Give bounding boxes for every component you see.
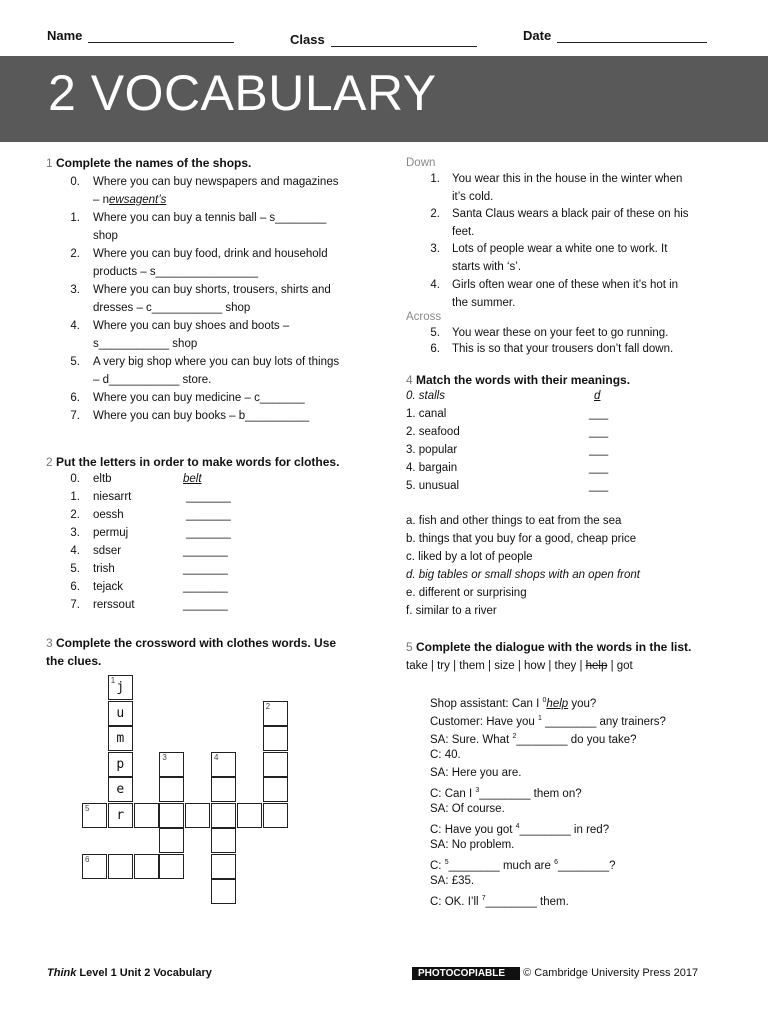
- gap-number: 1: [538, 715, 542, 722]
- scrambled-word: eltb: [93, 473, 112, 485]
- crossword-cell[interactable]: [237, 803, 262, 828]
- clue-number: 5.: [430, 327, 440, 339]
- item-number: 7.: [70, 599, 80, 611]
- dialogue-text: ________ them on?: [479, 787, 582, 800]
- clue-text: starts with ‘s’.: [452, 261, 522, 274]
- crossword-cell[interactable]: [211, 854, 236, 879]
- exercise-heading: [46, 455, 386, 469]
- crossword-cell[interactable]: [108, 726, 133, 751]
- cell-letter: p: [116, 756, 125, 772]
- crossword-cell[interactable]: [82, 854, 107, 879]
- exercise-heading: [406, 373, 746, 387]
- match-word: 1. canal: [406, 408, 447, 420]
- footer-left: Level 1 Unit 2 Vocabulary: [76, 967, 212, 979]
- exercise-title: Complete the crossword with clothes words. Use: [56, 636, 337, 650]
- clue-number: 4.: [430, 278, 440, 291]
- meaning-text: a. fish and other things to eat from the sea: [406, 515, 622, 527]
- item-text: Where you can buy books – b__________: [93, 410, 310, 422]
- crossword-cell[interactable]: [134, 854, 159, 879]
- down-label: Down: [406, 157, 436, 169]
- class-field[interactable]: [290, 32, 477, 47]
- dialogue-line: [430, 890, 569, 911]
- crossword-cell[interactable]: [211, 879, 236, 904]
- title-banner: [0, 56, 768, 142]
- item-number: 2.: [70, 248, 80, 260]
- item-text: Where you can buy medicine – c_______: [93, 392, 305, 404]
- match-answer: ___: [589, 444, 609, 456]
- clue-number: 6.: [430, 343, 440, 355]
- dialogue-line: [430, 872, 474, 890]
- item-text: – d___________ store.: [93, 374, 212, 386]
- crossword-cell[interactable]: [263, 803, 288, 828]
- clue-number: 2.: [430, 208, 440, 221]
- clue-text: Santa Claus wears a black pair of these on his: [452, 208, 689, 221]
- meaning-text: c. liked by a lot of people: [406, 551, 533, 563]
- item-text: Where you can buy newspapers and magazines: [93, 176, 339, 188]
- word-list: [406, 657, 633, 675]
- cell-letter: r: [116, 807, 125, 823]
- photocopiable-badge: PHOTOCOPIABLE: [412, 967, 520, 980]
- clue-text: This is so that your trousers don’t fall down.: [452, 343, 674, 355]
- answer-blank: belt: [183, 473, 202, 485]
- crossword-cell[interactable]: [159, 854, 184, 879]
- item-text: s___________ shop: [93, 338, 198, 350]
- match-answer: d: [594, 390, 601, 402]
- clue-number: 4: [214, 752, 219, 762]
- crossword-cell[interactable]: [263, 752, 288, 777]
- crossword-cell[interactable]: [159, 803, 184, 828]
- name-field[interactable]: [47, 28, 234, 43]
- crossword-cell[interactable]: [108, 701, 133, 726]
- answer-blank: _______: [186, 527, 231, 539]
- dialogue-text: ________ much are: [448, 859, 555, 872]
- crossword-cell[interactable]: [211, 752, 236, 777]
- dialogue-text: C: OK. I’ll: [430, 895, 482, 908]
- answer-blank: _______: [183, 599, 228, 611]
- date-label: Date: [523, 28, 552, 43]
- crossword-cell[interactable]: [185, 803, 210, 828]
- item-number: 3.: [70, 527, 80, 539]
- class-label: Class: [290, 32, 325, 47]
- crossword-cell[interactable]: [108, 675, 133, 700]
- match-answer: ___: [589, 408, 609, 420]
- exercise-heading: [406, 640, 746, 654]
- exercise-heading: [46, 156, 386, 170]
- item-number: 3.: [70, 284, 80, 296]
- meaning-text: e. different or surprising: [406, 587, 527, 599]
- match-answer: ___: [589, 480, 609, 492]
- dialogue-text: SA: Here you are.: [430, 767, 522, 779]
- item-number: 6.: [70, 581, 80, 593]
- crossword-cell[interactable]: [108, 803, 133, 828]
- match-word: 4. bargain: [406, 462, 458, 474]
- across-label: Across: [406, 311, 442, 323]
- gap-number: 3: [475, 787, 480, 794]
- answer-blank: _______: [183, 545, 228, 557]
- page-title: 2 VOCABULARY: [48, 65, 437, 121]
- crossword-cell[interactable]: [82, 803, 107, 828]
- clue-text: it’s cold.: [452, 191, 494, 203]
- crossword-cell[interactable]: [108, 752, 133, 777]
- match-word: 5. unusual: [406, 480, 460, 492]
- example-answer: help: [546, 697, 569, 710]
- answer-blank: _______: [186, 491, 231, 503]
- exercise-number: 2: [46, 455, 57, 469]
- dialogue-text: ________?: [558, 859, 616, 872]
- item-number: 1.: [70, 491, 80, 503]
- footer-brand: Think: [47, 967, 77, 979]
- crossword-cell[interactable]: [134, 803, 159, 828]
- gap-number: 5: [444, 859, 449, 866]
- dialogue-text: SA: £35.: [430, 875, 475, 887]
- cell-letter: m: [116, 731, 125, 746]
- clue-text: Girls often wear one of these when it’s hot in: [452, 278, 679, 291]
- scrambled-word: oessh: [93, 509, 124, 521]
- crossword-cell[interactable]: [159, 828, 184, 853]
- match-word: 2. seafood: [406, 426, 460, 438]
- dialogue-text: ________ any trainers?: [541, 715, 666, 728]
- exercise-title: the clues.: [46, 654, 102, 668]
- item-number: 5.: [70, 356, 80, 368]
- exercise-heading: [46, 636, 386, 650]
- name-label: Name: [47, 28, 83, 43]
- exercise-number: 3: [46, 636, 57, 650]
- item-text: Where you can buy a tennis ball – s________: [93, 212, 327, 224]
- item-text: [93, 191, 166, 209]
- item-number: 5.: [70, 563, 80, 575]
- item-text: Where you can buy food, drink and household: [93, 248, 328, 260]
- scrambled-word: niesarrt: [93, 491, 132, 503]
- meaning-text: f. similar to a river: [406, 605, 497, 617]
- exercise-number: 5: [406, 640, 417, 654]
- gap-number: 6: [554, 859, 559, 866]
- dialogue-text: C: 40.: [430, 749, 461, 761]
- footer: [47, 967, 727, 979]
- clue-number: 6: [85, 854, 90, 864]
- item-text: – n: [93, 194, 109, 206]
- crossword-cell[interactable]: [159, 777, 184, 802]
- match-answer: ___: [589, 426, 609, 438]
- crossword-cell[interactable]: [211, 828, 236, 853]
- meaning-text: d. big tables or small shops with an open front: [406, 569, 640, 581]
- item-number: 0.: [70, 473, 80, 485]
- gap-number: 0: [542, 697, 547, 704]
- clue-text: Lots of people wear a white one to work. It: [452, 243, 668, 256]
- match-answer: ___: [589, 462, 609, 474]
- dialogue-text: C:: [430, 859, 445, 872]
- dialogue-text: Shop assistant: Can I: [430, 697, 543, 710]
- student-info-row: [47, 28, 727, 50]
- clue-text: the summer.: [452, 296, 516, 309]
- crossword-cell[interactable]: [211, 777, 236, 802]
- clue-text: You wear these on your feet to go running.: [452, 327, 669, 339]
- match-word: 3. popular: [406, 444, 458, 456]
- item-text: shop: [93, 230, 118, 242]
- dialogue-text: SA: No problem.: [430, 839, 515, 851]
- word-list-text: take | try | them | size | how | they |: [406, 660, 586, 672]
- scrambled-word: permuj: [93, 527, 129, 539]
- item-number: 1.: [70, 212, 80, 224]
- dialogue-line: [430, 800, 505, 818]
- exercise-number: 4: [406, 373, 417, 387]
- exercise-title: Complete the names of the shops.: [56, 156, 252, 170]
- clue-number: 1: [110, 676, 116, 685]
- dialogue-text: you?: [568, 697, 597, 710]
- item-text: Where you can buy shoes and boots –: [93, 320, 290, 332]
- item-number: 2.: [70, 509, 80, 521]
- example-answer: ewsagent’s: [109, 194, 167, 206]
- item-text: A very big shop where you can buy lots of things: [93, 356, 340, 368]
- exercise-number: 1: [46, 156, 57, 170]
- crossword-cell[interactable]: [159, 752, 184, 777]
- crossword-cell[interactable]: [263, 777, 288, 802]
- item-number: 6.: [70, 392, 80, 404]
- clue-number: 3.: [430, 243, 440, 256]
- clue-text: You wear this in the house in the winter when: [452, 173, 683, 185]
- item-number: 4.: [70, 545, 80, 557]
- dialogue-text: SA: Sure. What: [430, 733, 513, 746]
- answer-blank: _______: [183, 563, 228, 575]
- dialogue-text: ________ do you take?: [516, 733, 637, 746]
- clue-number: 3: [162, 752, 167, 762]
- dialogue-line: [430, 764, 521, 782]
- crossword-cell[interactable]: [263, 726, 288, 751]
- item-number: 7.: [70, 410, 80, 422]
- gap-number: 2: [512, 733, 517, 740]
- dialogue-text: SA: Of course.: [430, 803, 505, 815]
- crossword-cell[interactable]: [263, 701, 288, 726]
- dialogue-text: C: Have you got: [430, 823, 516, 836]
- exercise-title: Match the words with their meanings.: [416, 373, 631, 387]
- scrambled-word: sdser: [93, 545, 122, 557]
- exercise-title: Complete the dialogue with the words in the list.: [416, 640, 692, 654]
- gap-number: 7: [481, 895, 486, 902]
- dialogue-line: [430, 746, 461, 764]
- item-text: products – s________________: [93, 266, 258, 278]
- scrambled-word: rerssout: [93, 599, 135, 611]
- answer-blank: _______: [186, 509, 231, 521]
- scrambled-word: trish: [93, 563, 115, 575]
- dialogue-line: [430, 836, 514, 854]
- item-text: dresses – c___________ shop: [93, 302, 251, 314]
- clue-number: 5: [85, 803, 90, 813]
- dialogue-text: Customer: Have you: [430, 715, 539, 728]
- crossword-cell[interactable]: [211, 803, 236, 828]
- clue-text: feet.: [452, 226, 475, 239]
- cell-letter: j: [116, 680, 125, 695]
- exercise-title: Put the letters in order to make words for clothes.: [56, 455, 340, 469]
- item-number: 4.: [70, 320, 80, 332]
- item-number: 0.: [70, 176, 80, 188]
- crossword-cell[interactable]: [108, 777, 133, 802]
- answer-blank: _______: [183, 581, 228, 593]
- dialogue-text: C: Can I: [430, 787, 476, 800]
- word-list-struck: help: [585, 660, 608, 672]
- footer-copyright: © Cambridge University Press 2017: [523, 967, 699, 979]
- dialogue-text: ________ them.: [485, 895, 569, 908]
- item-text: Where you can buy shorts, trousers, shirts and: [93, 284, 331, 296]
- match-word: 0. stalls: [406, 390, 445, 402]
- word-list-text: | got: [607, 660, 633, 672]
- dialogue-line: [430, 728, 637, 749]
- crossword-cell[interactable]: [108, 854, 133, 879]
- meaning-text: b. things that you buy for a good, cheap price: [406, 533, 637, 545]
- gap-number: 4: [515, 823, 520, 830]
- cell-letter: e: [116, 782, 125, 797]
- date-field[interactable]: [523, 28, 707, 43]
- dialogue-text: ________ in red?: [519, 823, 610, 836]
- scrambled-word: tejack: [93, 581, 124, 593]
- clue-number: 1.: [430, 173, 440, 185]
- cell-letter: u: [116, 705, 125, 721]
- clue-number: 2: [265, 701, 271, 711]
